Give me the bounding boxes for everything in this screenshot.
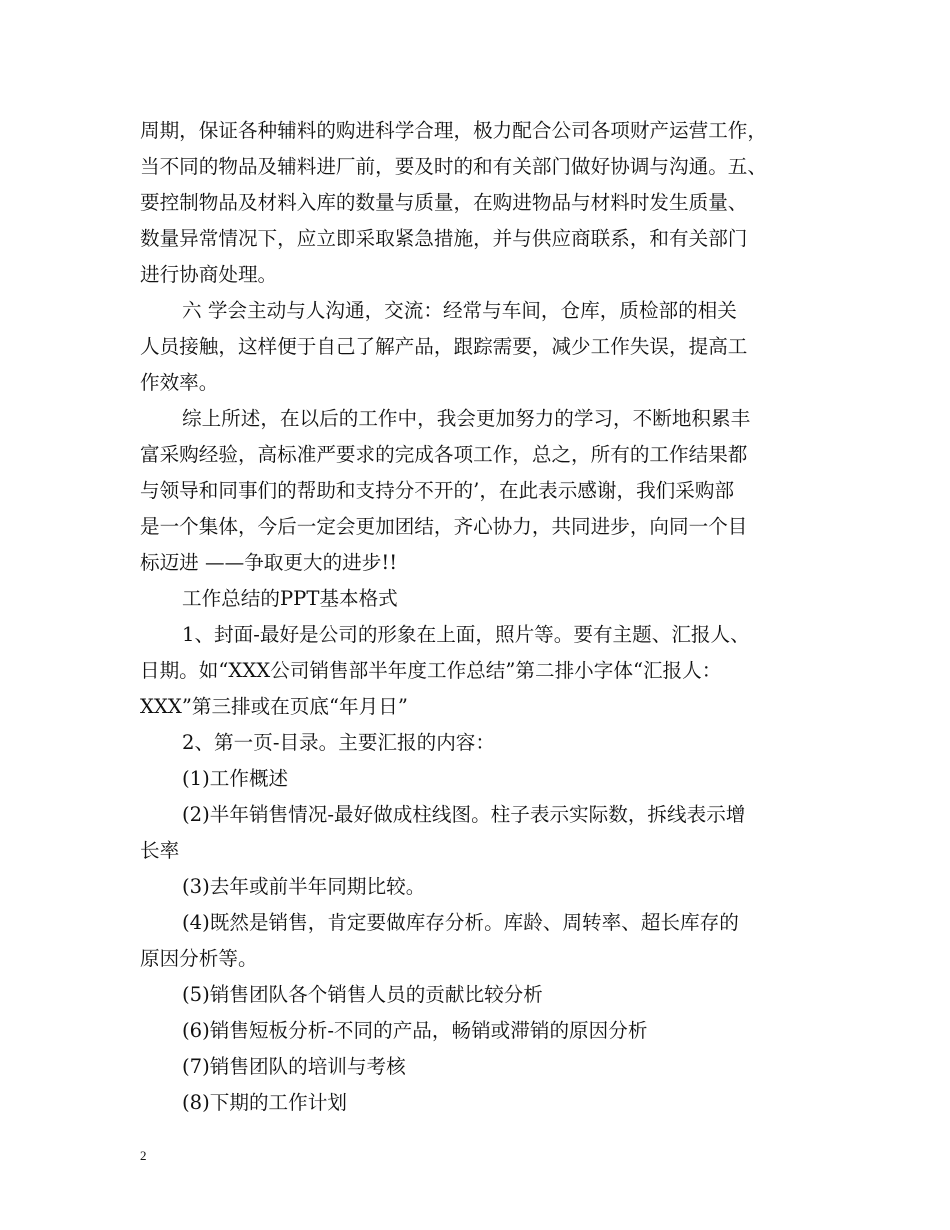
list-item: (2)半年销售情况-最好做成柱线图。柱子表示实际数，拆线表示增 (182, 803, 746, 826)
list-item: (8)下期的工作计划 (182, 1091, 347, 1114)
text-line: 周期，保证各种辅料的购进科学合理，极力配合公司各项财产运营工作， (140, 119, 767, 142)
text-line: 进行协商处理。 (140, 263, 278, 286)
paragraph-first-line: 六 学会主动与人沟通，交流：经常与车间，仓库，质检部的相关 (182, 299, 737, 322)
text-line: 原因分析等。 (140, 947, 258, 970)
paragraph-first-line: 综上所述，在以后的工作中，我会更加努力的学习，不断地积累丰 (182, 407, 751, 430)
list-item: (4)既然是销售，肯定要做库存分析。库龄、周转率、超长库存的 (182, 911, 739, 934)
list-item: (3)去年或前半年同期比较。 (182, 875, 426, 898)
list-item: (6)销售短板分析-不同的产品，畅销或滞销的原因分析 (182, 1019, 648, 1042)
page-number: 2 (140, 1148, 147, 1163)
text-line: 富采购经验，高标准严要求的完成各项工作，总之，所有的工作结果都 (140, 443, 748, 466)
text-line: 与领导和同事们的帮助和支持分不开的’，在此表示感谢，我们采购部 (140, 479, 735, 502)
text-line: 是一个集体，今后一定会更加团结，齐心协力，共同进步，向同一个目 (140, 515, 748, 538)
text-line: 日期。如“XXX公司销售部半年度工作总结”第二排小字体“汇报人： (140, 659, 722, 682)
text-line: 长率 (140, 839, 180, 862)
text-line: 标迈进 ——争取更大的进步!! (140, 551, 398, 574)
text-line: 作效率。 (140, 371, 219, 394)
paragraph-first-line: 1、封面-最好是公司的形象在上面，照片等。要有主题、汇报人、 (182, 623, 750, 646)
list-item: (7)销售团队的培训与考核 (182, 1055, 406, 1078)
text-line: XXX”第三排或在页底“年月日” (140, 695, 408, 718)
section-heading: 工作总结的PPT基本格式 (182, 587, 398, 610)
text-line: 人员接触，这样便于自己了解产品，跟踪需要，减少工作失误，提高工 (140, 335, 748, 358)
text-line: 要控制物品及材料入库的数量与质量，在购进物品与材料时发生质量、 (140, 191, 748, 214)
list-item: (1)工作概述 (182, 767, 289, 790)
text-line: 数量异常情况下，应立即采取紧急措施，并与供应商联系，和有关部门 (140, 227, 748, 250)
text-line: 当不同的物品及辅料进厂前，要及时的和有关部门做好协调与沟通。五、 (140, 155, 767, 178)
list-item: (5)销售团队各个销售人员的贡献比较分析 (182, 983, 543, 1006)
paragraph-first-line: 2、第一页-目录。主要汇报的内容： (182, 731, 495, 754)
